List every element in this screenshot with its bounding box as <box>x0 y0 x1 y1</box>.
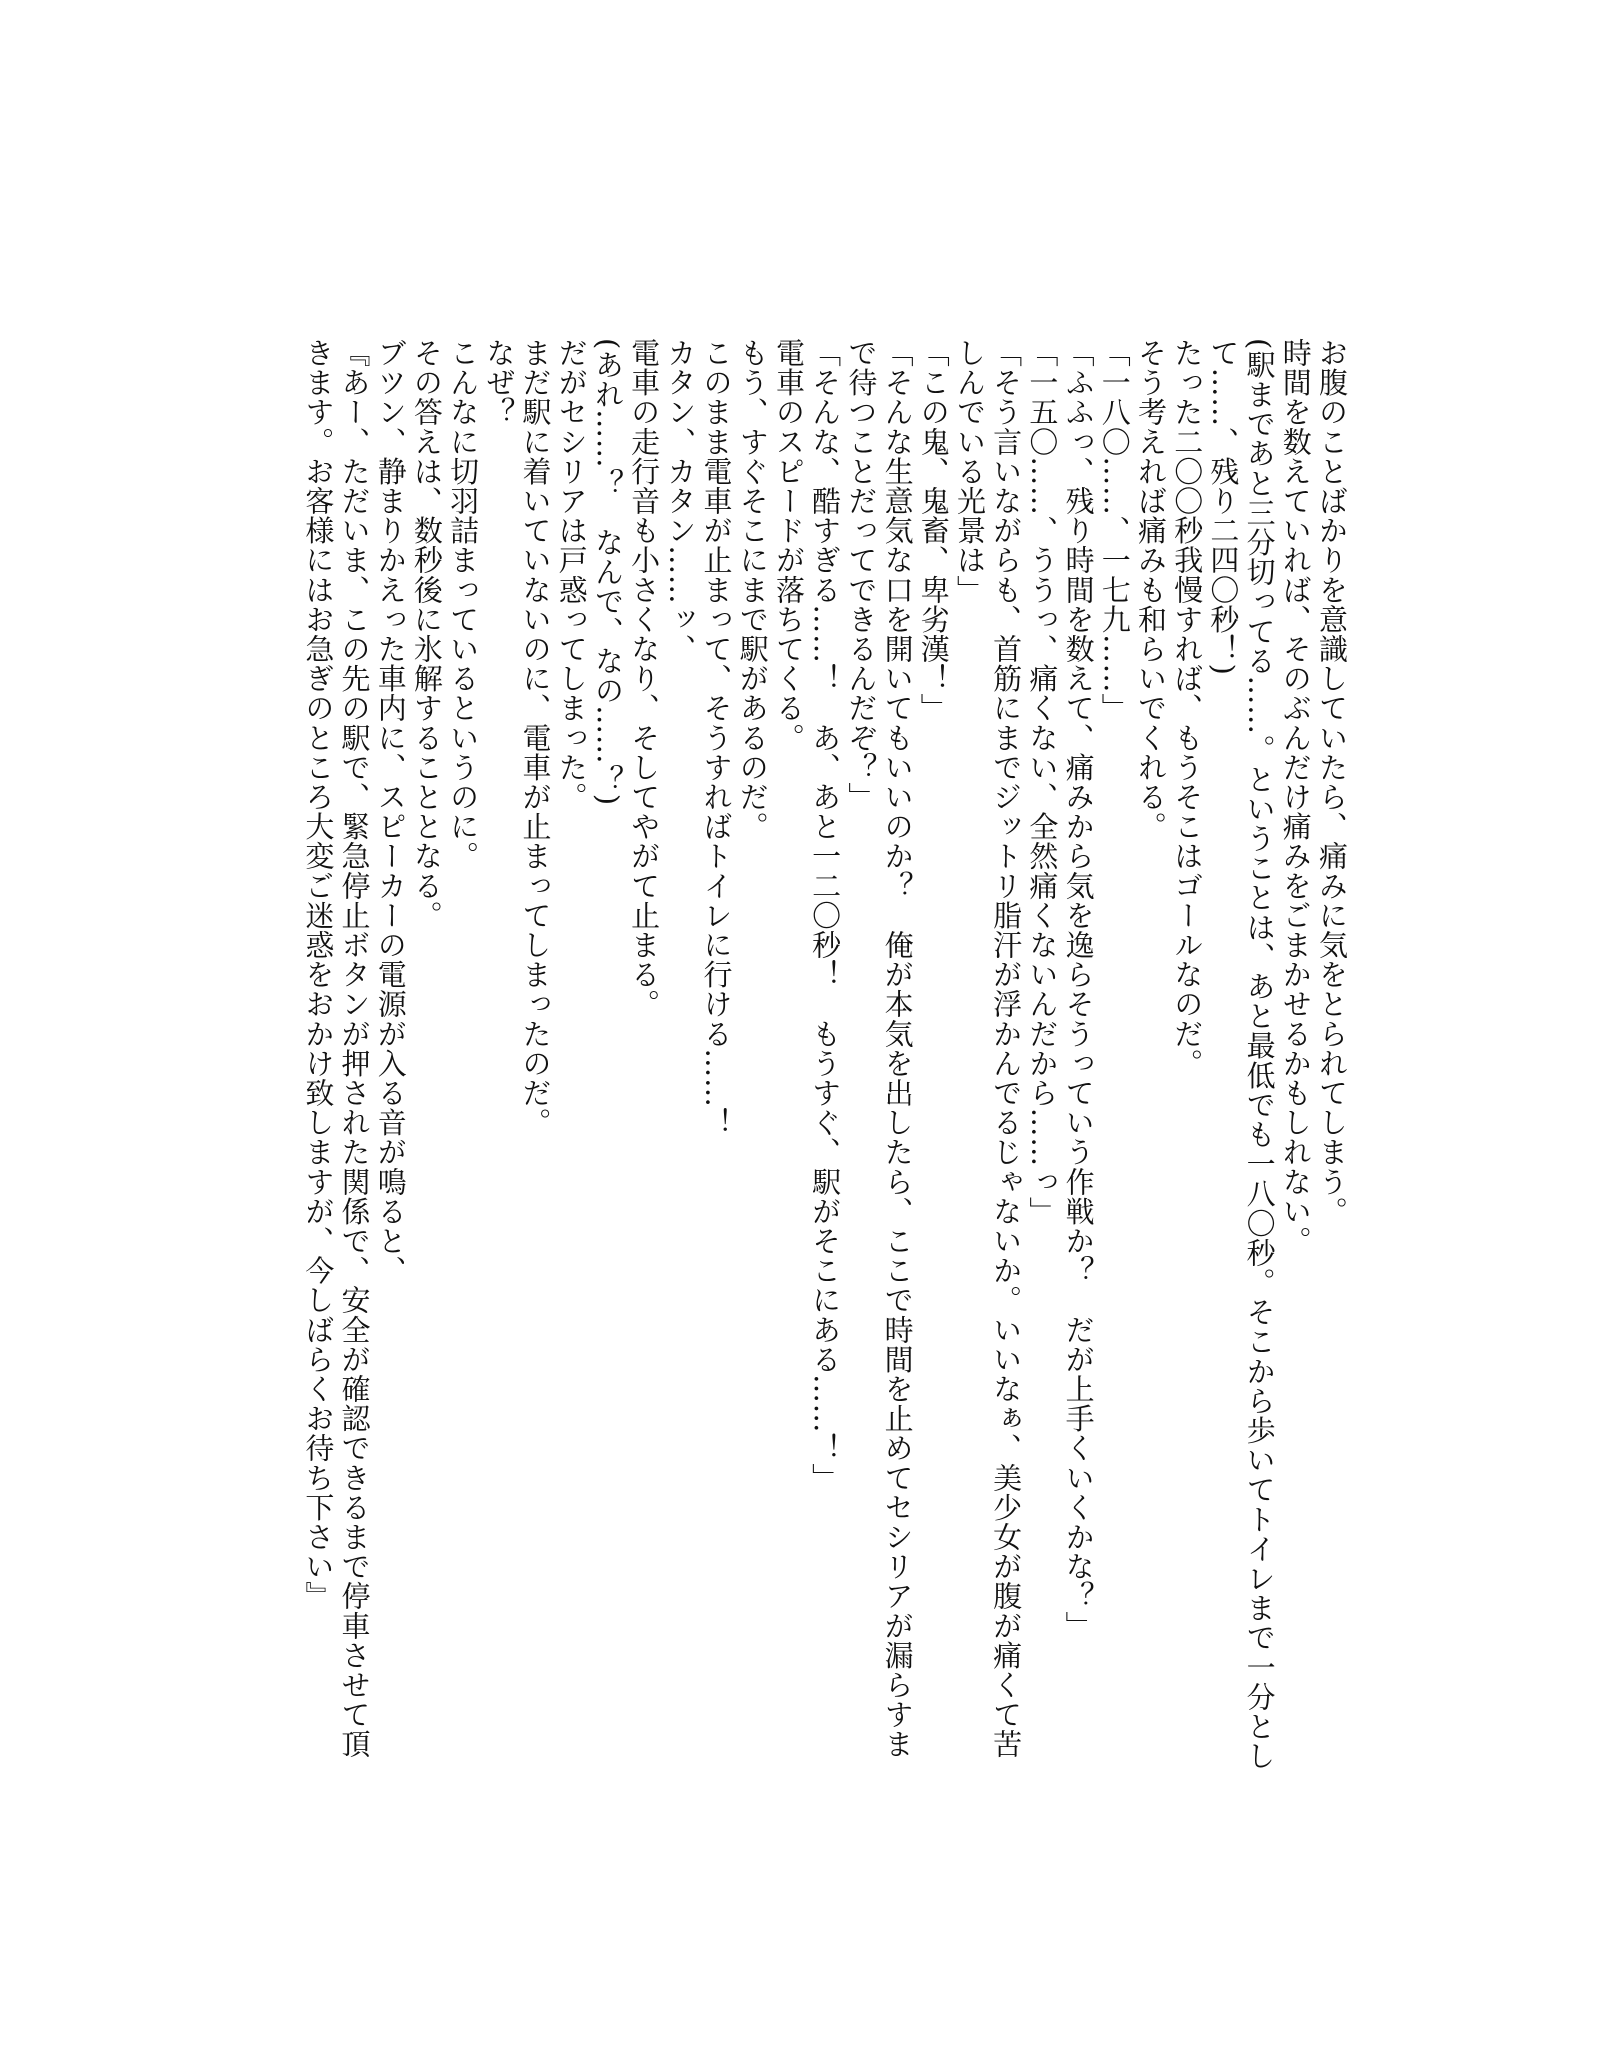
text-line: もう、すぐそこにまで駅があるのだ。 <box>735 338 770 842</box>
dialogue-line: 「この鬼、鬼畜、卑劣漢！」 <box>916 338 951 723</box>
text-line: 電車のスピードが落ちてくる。 <box>771 338 806 753</box>
text-line: カタン、カタン……ッ、 <box>663 338 698 664</box>
text-line: だがセシリアは戸惑ってしまった。 <box>554 338 589 812</box>
text-line: お腹のことばかりを意識していたら、痛みに気をとられてしまう。 <box>1315 338 1349 1226</box>
announcement-line: 『あー、ただいま、この先の駅で、緊急停止ボタンが押された関係で、安全が確認できるまで停車させて頂きます。お客様にはお急ぎのところ大変ご迷惑をおかけ致しますが、今しばらくお待ち下さい』 <box>301 338 372 1759</box>
text-line: その答えは、数秒後に氷解することとなる。 <box>409 338 444 930</box>
text-line: 電車の走行音も小さくなり、そしてやがて止まる。 <box>627 338 662 1019</box>
dialogue-line: 「そんな生意気な口を開いてもいいのか？ 俺が本気を出したら、ここで時間を止めてセシリアが漏らすまで待つことだってできるんだぞ？」 <box>844 338 915 1759</box>
text-line: このまま電車が止まって、そうすればトイレに行ける……！ <box>699 338 734 1138</box>
text-line: 時間を数えていれば、そのぶんだけ痛みをごまかせるかもしれない。 <box>1278 338 1313 1256</box>
text-line: (駅まであと三分切ってる……。ということは、あと最低でも一八〇秒。そこから歩いてトイレまで一分として……、残り二四〇秒！) <box>1206 338 1277 1771</box>
text-line: そう考えれば痛みも和らいでくれる。 <box>1133 338 1168 842</box>
text-line: たった二〇〇秒我慢すれば、もうそこはゴールなのだ。 <box>1170 338 1205 1078</box>
dialogue-line: 「そんな、酷すぎる……！ あ、あと一二〇秒！ もうすぐ、駅がそこにある……！」 <box>808 338 843 1493</box>
text-line: (あれ……？ なんで、なの……？) <box>590 338 625 806</box>
vertical-text-body <box>240 338 1350 1778</box>
text-line: なぜ？ <box>482 338 517 427</box>
dialogue-line: 「一五〇……、ううっ、痛くない、全然痛くないんだから……っ」 <box>1025 338 1060 1226</box>
dialogue-line: 「そう言いながらも、首筋にまでジットリ脂汗が浮かんでるじゃないか。いいなぁ、美少女が腹が痛くて苦しんでいる光景は」 <box>952 338 1024 1759</box>
text-line: ブツン、静まりかえった車内に、スピーカーの電源が入る音が鳴ると、 <box>373 338 408 1286</box>
dialogue-line: 「ふふっ、残り時間を数えて、痛みから気を逸らそうっていう作戦か？ だが上手くいくかな？」 <box>1061 338 1096 1641</box>
dialogue-line: 「一八〇……、一七九……」 <box>1097 338 1132 723</box>
text-line: まだ駅に着いていないのに、電車が止まってしまったのだ。 <box>518 338 553 1138</box>
text-line: こんなに切羽詰まっているというのに。 <box>446 338 481 871</box>
